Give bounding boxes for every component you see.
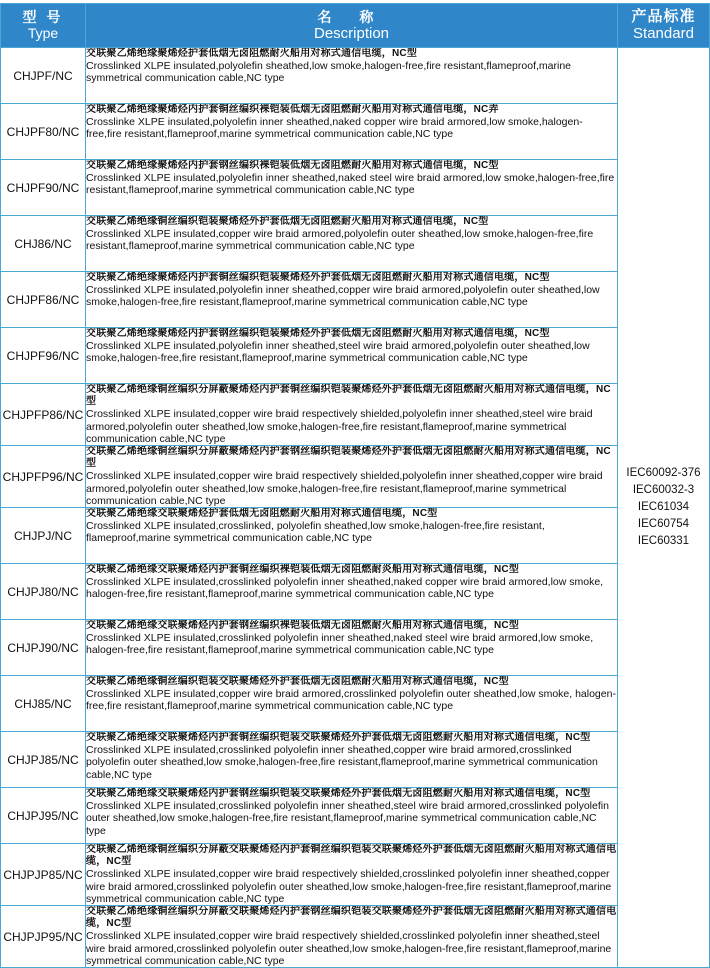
description-zh: 交联聚乙烯绝缘聚烯烃内护套铜丝编织铠装聚烯烃外护套低烟无卤阻燃耐火船用对称式通信电缆，NC型 xyxy=(86,272,550,283)
table-row xyxy=(1,104,710,160)
description-en: Crosslinked XLPE insulated,polyolefin inner sheathed,naked steel wire braid armored,low smoke,halogen-free,fire resistant,flameproof,marine symmetrical communication cable,NC type xyxy=(86,172,615,197)
cell-type: CHJPF80/NC xyxy=(1,104,86,160)
cell-type: CHJPJ85/NC xyxy=(1,732,86,788)
cell-type: CHJPJ90/NC xyxy=(1,620,86,676)
description-en: Crosslinked XLPE insulated,crosslinked polyolefin inner sheathed,steel wire braid armored,crosslinked polyolefin outer sheathed,low smoke,halogen-free,fire resistant,flameproof,marine symmetrical communication cable,NC type xyxy=(86,800,609,837)
cell-type: CHJPJP85/NC xyxy=(1,844,86,906)
table-row xyxy=(1,620,710,676)
cable-spec-table xyxy=(0,3,710,968)
cell-description xyxy=(86,844,618,906)
table-row xyxy=(1,732,710,788)
description-zh: 交联聚乙烯绝缘铜丝编织分屏蔽聚烯烃内护套铜丝编织铠装聚烯烃外护套低烟无卤阻燃耐火船用对称式通信电缆，NC型 xyxy=(86,384,611,408)
cell-type: CHJPF86/NC xyxy=(1,272,86,328)
description-zh: 交联聚乙烯绝缘铜丝编织分屏蔽交联聚烯烃内护套钢丝编织铠装交联聚烯烃外护套低烟无卤阻燃耐火船用对称式通信电缆，NC型 xyxy=(86,906,617,930)
cell-type: CHJPF/NC xyxy=(1,48,86,104)
cell-description xyxy=(86,328,618,384)
table-row xyxy=(1,906,710,968)
standard-column-header xyxy=(618,4,710,48)
header-row xyxy=(1,4,710,48)
description-en: Crosslinked XLPE insulated,crosslinked, polyolefin sheathed,low smoke,halogen-free,fire resistant, flameproof,marine symmetrical communication cable,NC type xyxy=(86,520,545,545)
description-zh: 交联聚乙烯绝缘铜丝编织铠装聚烯烃外护套低烟无卤阻燃耐火船用对称式通信电缆，NC型 xyxy=(86,216,489,227)
table-body xyxy=(1,48,710,968)
table-row xyxy=(1,844,710,906)
cell-description xyxy=(86,446,618,508)
table-row xyxy=(1,48,710,104)
cell-description xyxy=(86,906,618,968)
cell-description xyxy=(86,564,618,620)
description-zh: 交联聚乙烯绝缘聚烯烃内护套钢丝编织铠装聚烯烃外护套低烟无卤阻燃耐火船用对称式通信电缆，NC型 xyxy=(86,328,550,339)
description-en: Crosslinke XLPE insulated,polyolefin inner sheathed,naked copper wire braid armored,low smoke,halogen-free,fire resistant,flameproof,marine symmetrical communication cable,NC type xyxy=(86,116,583,141)
standard-item: IEC60331 xyxy=(637,535,690,548)
description-zh: 交联聚乙烯绝缘交联聚烯烃内护套铜丝编织铠装交联聚烯烃外护套低烟无卤阻燃耐火船用对称式通信电缆，NC型 xyxy=(86,732,591,744)
description-column-header xyxy=(86,4,618,48)
cell-standards xyxy=(618,48,710,968)
table-row xyxy=(1,564,710,620)
description-en: Crosslinked XLPE insulated,copper wire braid respectively shielded,crosslinked polyolefin inner sheathed,copper wire braid armored,crosslinked polyolefin outer sheathed,low smoke,halogen-free,fire resistant,flameproof,marine symmetrical communication cable,NC type xyxy=(86,868,612,905)
cell-type: CHJPF96/NC xyxy=(1,328,86,384)
cell-description xyxy=(86,508,618,564)
description-header-zh: 名 称 xyxy=(317,9,386,25)
table-row xyxy=(1,788,710,844)
cell-description xyxy=(86,676,618,732)
description-en: Crosslinked XLPE insulated,polyolefin inner sheathed,steel wire braid armored,polyolefin outer sheathed,low smoke,halogen-free,fire resistant,flameproof,marine symmetrical communication cable,NC type xyxy=(86,340,590,365)
cell-type: CHJPFP86/NC xyxy=(1,384,86,446)
description-zh: 交联聚乙烯绝缘聚烯烃护套低烟无卤阻燃耐火船用对称式通信电缆，NC型 xyxy=(86,48,418,59)
cell-type: CHJPFP96/NC xyxy=(1,446,86,508)
table-row xyxy=(1,446,710,508)
description-zh: 交联聚乙烯绝缘聚烯烃内护套铜丝编织裸铠装低烟无卤阻燃耐火船用对称式通信电缆，NC弄 xyxy=(86,104,499,115)
cell-type: CHJPJ95/NC xyxy=(1,788,86,844)
description-zh: 交联聚乙烯绝缘铜丝编织分屏蔽交联聚烯烃内护套铜丝编织铠装交联聚烯烃外护套低烟无卤阻燃耐火船用对称式通信电缆，NC型 xyxy=(86,844,617,868)
description-zh: 交联聚乙烯绝缘交联聚烯烃内护套钢丝编织铠装交联聚烯烃外护套低烟无卤阻燃耐火船用对称式通信电缆，NC型 xyxy=(86,788,591,800)
standard-header-en: Standard xyxy=(633,25,694,42)
description-en: Crosslinked XLPE insulated,copper wire braid respectively shielded,crosslinked polyolefin inner sheathed,steel wire braid armored,crosslinked polyolefin outer sheathed,low smoke,halogen-free,fire resistant,flameproof,marine symmetrical communication cable,NC type xyxy=(86,930,612,967)
cell-type: CHJPJ80/NC xyxy=(1,564,86,620)
table-row xyxy=(1,272,710,328)
description-en: Crosslinked XLPE insulated,crosslinked polyolefin inner sheathed,naked steel wire braid armored,low smoke, halogen-free,fire resistant,flameproof,marine symmetrical communication cable,NC type xyxy=(86,632,594,657)
description-zh: 交联聚乙烯绝缘铜丝编织分屏蔽聚烯烃内护套钢丝编织铠装聚烯烃外护套低烟无卤阻燃耐火船用对称式通信电缆，NC型 xyxy=(86,446,611,470)
standard-item: IEC61034 xyxy=(637,501,690,514)
table-row xyxy=(1,384,710,446)
description-zh: 交联聚乙烯绝缘铜丝编织铠装交联聚烯烃外护套低烟无卤阻燃耐火船用对称式通信电缆，NC型 xyxy=(86,676,509,688)
cell-description xyxy=(86,788,618,844)
cell-description xyxy=(86,216,618,272)
type-column-header xyxy=(1,4,86,48)
cell-type: CHJ86/NC xyxy=(1,216,86,272)
description-header-en: Description xyxy=(313,25,390,42)
description-en: Crosslinked XLPE insulated,crosslinked polyolefin inner sheathed,naked copper wire braid armored,low smoke, halogen-free,fire resistant,flameproof,marine symmetrical communication cable,NC type xyxy=(86,576,604,601)
cell-description xyxy=(86,620,618,676)
table-row xyxy=(1,676,710,732)
description-en: Crosslinked XLPE insulated,polyolefin inner sheathed,copper wire braid armored,polyolefin outer sheathed,low smoke,halogen-free,fire resistant,flameproof,marine symmetrical communication cable,NC type xyxy=(86,284,600,309)
cell-type: CHJPF90/NC xyxy=(1,160,86,216)
description-en: Crosslinked XLPE insulated,crosslinked polyolefin inner sheathed,copper wire braid armored,crosslinked polyolefin outer sheathed,low smoke,halogen-free,fire resistant,flameproof,marine symmetrical communication cable,NC type xyxy=(86,744,598,781)
cell-type: CHJPJP95/NC xyxy=(1,906,86,968)
table-row xyxy=(1,328,710,384)
description-zh: 交联聚乙烯绝缘交联聚烯烃内护套钢丝编织裸铠装低烟无卤阻燃耐火船用对称式通信电缆，NC型 xyxy=(86,620,520,632)
cell-type: CHJPJ/NC xyxy=(1,508,86,564)
table-row xyxy=(1,508,710,564)
cell-description xyxy=(86,384,618,446)
type-header-zh: 型 号 xyxy=(22,9,64,25)
description-zh: 交联聚乙烯绝缘交联聚烯烃护套低烟无卤阻燃耐火船用对称式通信电缆，NC型 xyxy=(86,508,438,520)
description-zh: 交联聚乙烯绝缘聚烯烃内护套钢丝编织裸铠装低烟无卤阻燃耐火船用对称式通信电缆，NC型 xyxy=(86,160,499,171)
cell-description xyxy=(86,272,618,328)
standard-header-zh: 产品标准 xyxy=(631,8,696,25)
description-en: Crosslinked XLPE insulated,copper wire braid armored,polyolefin outer sheathed,low smoke,halogen-free,fire resistant,flameproof,marine symmetrical communication cable,NC type xyxy=(86,228,594,253)
table-row xyxy=(1,216,710,272)
description-zh: 交联聚乙烯绝缘交联聚烯烃内护套铜丝编织裸铠装低烟无卤阻燃耐炎船用对称式通信电缆，NC型 xyxy=(86,564,520,576)
standard-item: IEC60032-3 xyxy=(632,484,695,497)
cell-description xyxy=(86,160,618,216)
standard-item: IEC60754 xyxy=(637,518,690,531)
description-en: Crosslinked XLPE insulated,copper wire braid armored,crosslinked polyolefin outer sheathed,low smoke, halogen-free,fire resistant,flameproof,marine symmetrical communication cable,NC type xyxy=(86,688,616,713)
description-en: Crosslinked XLPE insulated,copper wire braid respectively shielded,polyolefin inner sheathed,steel wire braid armored,polyolefin outer sheathed,low smoke,halogen-free,fire resistant,flameproof,marine symmetrical communication cable,NC type xyxy=(86,408,593,445)
standard-item: IEC60092-376 xyxy=(626,467,701,480)
cell-type: CHJ85/NC xyxy=(1,676,86,732)
description-en: Crosslinked XLPE insulated,copper wire braid respectively shielded,polyolefin inner sheathed,copper wire braid armored,polyolefin outer sheathed,low smoke,halogen-free,fire resistant,flameproof,marine symmetrical communication cable,NC type xyxy=(86,470,603,507)
description-en: Crosslinked XLPE insulated,polyolefin sheathed,low smoke,halogen-free,fire resistant,flameproof,marine symmetrical communication cable,NC type xyxy=(86,60,572,85)
cell-description xyxy=(86,104,618,160)
cell-description xyxy=(86,732,618,788)
table-row xyxy=(1,160,710,216)
cell-description xyxy=(86,48,618,104)
type-header-en: Type xyxy=(27,25,59,41)
